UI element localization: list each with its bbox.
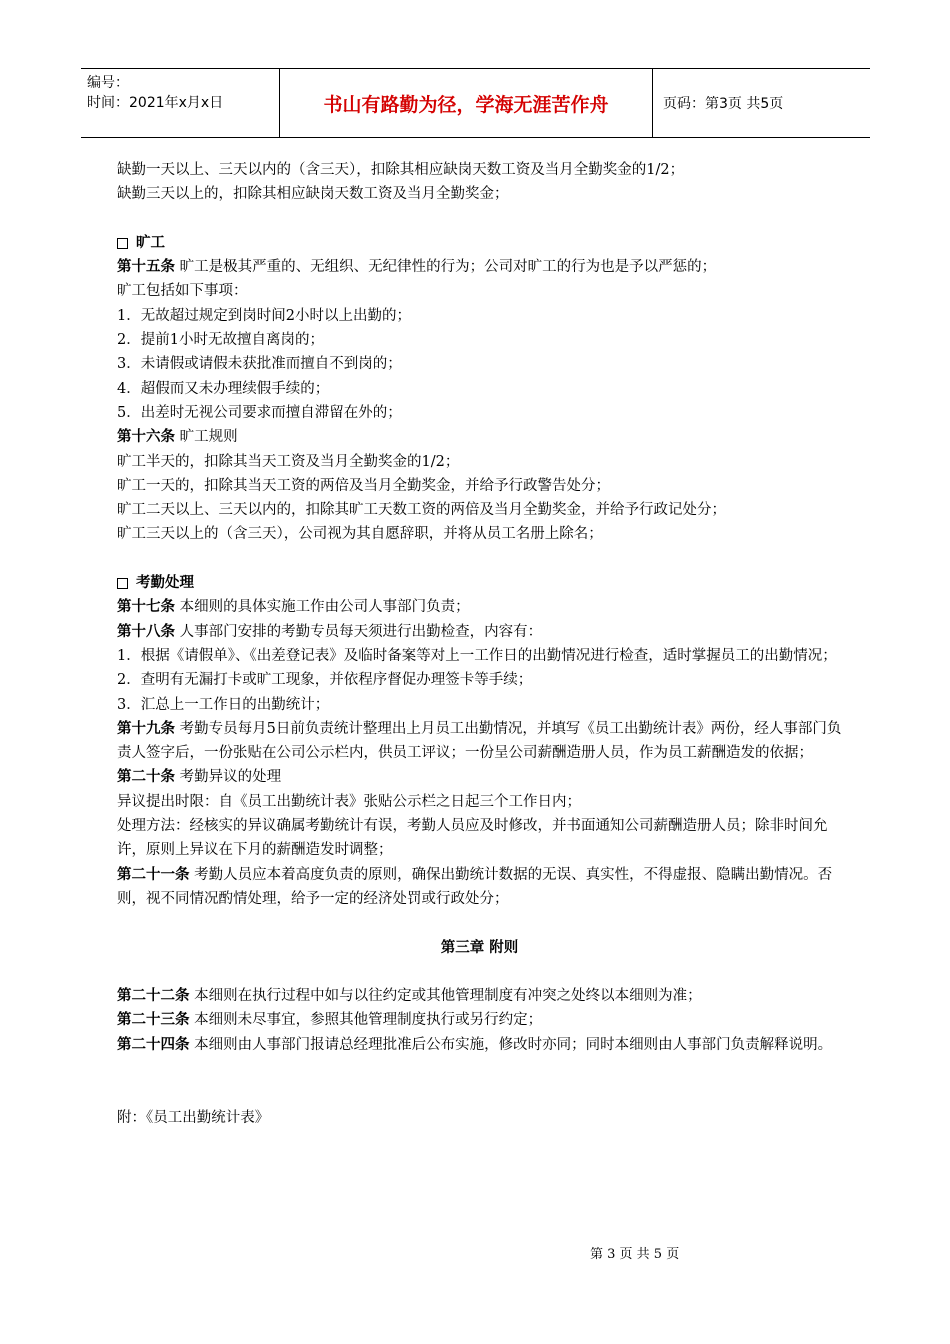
list-item: 5．出差时无视公司要求而擅自滞留在外的；	[117, 404, 402, 421]
paragraph: 缺勤一天以上、三天以内的（含三天），扣除其相应缺岗天数工资及当月全勤奖金的1/2；	[117, 162, 685, 178]
list-item: 2．提前1小时无故擅自离岗的；	[117, 332, 324, 349]
article-17: 第十七条 本细则的具体实施工作由公司人事部门负责；	[117, 598, 470, 616]
list-item: 3．未请假或请假未获批准而擅自不到岗的；	[117, 356, 402, 373]
list-item: 3．汇总上一工作日的出勤统计；	[117, 696, 330, 713]
document-body	[117, 158, 842, 1130]
chapter-title: 第三章 附则	[440, 938, 519, 956]
article-19: 第十九条 考勤专员每月5日前负责统计整理出上月员工出勤情况，并填写《员工出勤统计表》两份，经人事部门负责人签字后，一份张贴在公司公示栏内，供员工评议；一份呈公司薪酬造册人员，作为员工薪酬造发的依据；	[117, 719, 842, 762]
rule-line: 旷工半天的，扣除其当天工资及当月全勤奖金的1/2；	[117, 453, 460, 470]
paragraph: 异议提出时限：自《员工出勤统计表》张贴公示栏之日起三个工作日内；	[117, 793, 581, 810]
header-meta	[81, 69, 280, 137]
section-heading-process: 考勤处理	[117, 571, 842, 595]
article-21: 第二十一条 考勤人员应本着高度负责的原则，确保出勤统计数据的无误、真实性，不得虚报、隐瞒出勤情况。否则，视不同情况酌情处理，给予一定的经济处罚或行政处分；	[117, 865, 833, 907]
list-item: 1．无故超过规定到岗时间2小时以上出勤的；	[117, 307, 411, 324]
page-footer: 第 3 页 共 5 页	[590, 1247, 680, 1262]
article-16: 第十六条 旷工规则	[117, 428, 238, 446]
checkbox-square-icon	[117, 238, 128, 249]
number-label: 编号：	[87, 75, 129, 91]
list-item: 1．根据《请假单》、《出差登记表》及临时备案等对上一工作日的出勤情况进行检查，适时掌握员工的出勤情况；	[117, 647, 837, 664]
header-motto: 书山有路勤为径，学海无涯苦作舟	[280, 69, 653, 137]
rule-line: 旷工二天以上、三天以内的，扣除其旷工天数工资的两倍及当月全勤奖金，并给予行政记处分；	[117, 502, 726, 519]
article-15: 第十五条 旷工是极其严重的、无组织、无纪律性的行为；公司对旷工的行为也是予以严惩的；	[117, 258, 717, 276]
header-page-info: 页码：第3页 共5页	[663, 96, 784, 112]
rule-line: 旷工一天的，扣除其当天工资的两倍及当月全勤奖金，并给予行政警告处分；	[117, 477, 610, 494]
section-heading-absent: 旷工	[117, 231, 842, 255]
article-23: 第二十三条 本细则未尽事宜，参照其他管理制度执行或另行约定；	[117, 1011, 543, 1029]
appendix-note: 附：《员工出勤统计表》	[117, 1109, 270, 1126]
paragraph: 缺勤三天以上的，扣除其相应缺岗天数工资及当月全勤奖金；	[117, 186, 509, 203]
list-item: 4．超假而又未办理续假手续的；	[117, 380, 330, 397]
article-20: 第二十条 考勤异议的处理	[117, 768, 282, 786]
paragraph: 旷工包括如下事项：	[117, 283, 248, 300]
article-24: 第二十四条 本细则由人事部门报请总经理批准后公布实施，修改时亦同；同时本细则由人事部门负责解释说明。	[117, 1035, 833, 1053]
article-18: 第十八条 人事部门安排的考勤专员每天须进行出勤检查，内容有：	[117, 622, 543, 640]
paragraph: 处理方法：经核实的异议确属考勤统计有误，考勤人员应及时修改，并书面通知公司薪酬造册人员；除非时间允许，原则上异议在下月的薪酬造发时调整；	[117, 818, 828, 859]
rule-line: 旷工三天以上的（含三天），公司视为其自愿辞职，并将从员工名册上除名；	[117, 526, 603, 543]
list-item: 2．查明有无漏打卡或旷工现象，并依程序督促办理签卡等手续；	[117, 672, 533, 689]
checkbox-square-icon	[117, 578, 128, 589]
article-22: 第二十二条 本细则在执行过程中如与以往约定或其他管理制度有冲突之处终以本细则为准；	[117, 987, 702, 1005]
page-header	[81, 68, 870, 138]
time-label: 时间：2021年x月x日	[87, 95, 224, 111]
